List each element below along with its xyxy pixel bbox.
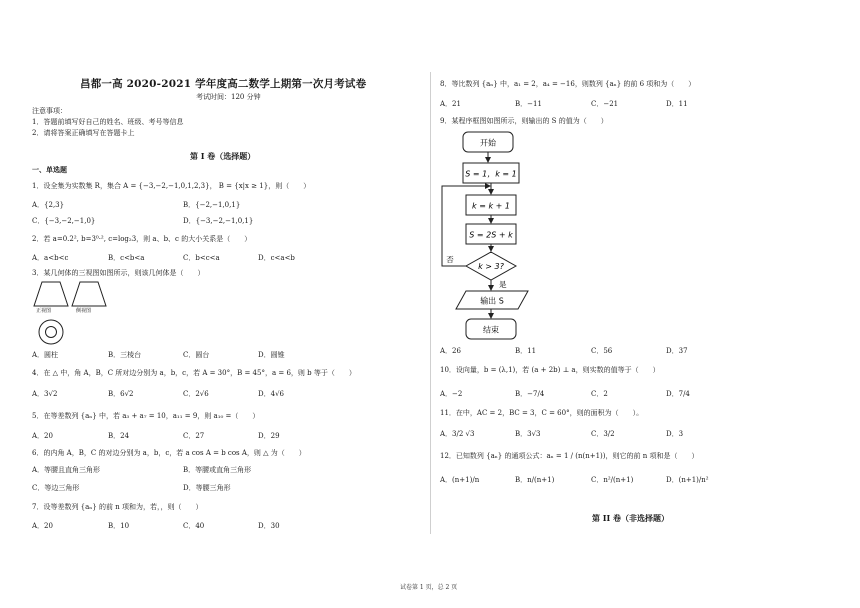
column-divider <box>430 72 431 534</box>
volume-2-heading: 第 II 卷（非选择题） <box>592 513 670 523</box>
q1-option-a: A．{2,3} <box>32 201 65 209</box>
side-view-trapezoid <box>72 282 106 306</box>
q12-option-d: D．(n+1)/n² <box>666 476 709 484</box>
front-view-label: 正视图 <box>36 308 52 314</box>
q1-option-c: C．{−3,−2,−1,0} <box>32 217 96 225</box>
question-11-stem: 11．在中，AC = 2，BC = 3，C = 60°，则的面积为（ ）。 <box>440 409 644 417</box>
question-4-stem: 4．在 △ 中，角 A，B，C 所对边分别为 a，b，c，若 A = 30°，B = 45°，a = 6，则 b 等于（ ） <box>32 369 356 377</box>
q7-option-a: A．20 <box>32 522 53 530</box>
question-2-stem: 2．若 a=0.2², b=3⁰·², c=log₂3，则 a、b、c 的大小关系是（ ） <box>32 235 252 243</box>
q9-option-d: D．37 <box>666 347 688 355</box>
question-10-stem: 10．设向量，b = (λ,1)，若 (a + 2b) ⊥ a，则实数的值等于（ ） <box>440 366 660 374</box>
q3-option-c: C．圆台 <box>183 351 210 359</box>
flow-output-text: 输出 S <box>480 296 504 306</box>
question-3-stem: 3．某几何体的三视图如图所示，则该几何体是（ ） <box>32 269 205 277</box>
flow-init-text: S = 1，k = 1 <box>465 169 517 179</box>
q9-option-a: A．26 <box>440 347 461 355</box>
q7-option-b: B．10 <box>108 522 130 530</box>
side-view-label: 侧视图 <box>76 308 92 314</box>
q10-option-a: A．−2 <box>440 390 463 398</box>
q5-option-d: D．29 <box>258 432 280 440</box>
q10-option-d: D．7/4 <box>666 390 690 398</box>
q4-option-c: C．2√6 <box>183 390 209 398</box>
page-footer: 试卷第 1 页，总 2 页 <box>400 584 458 591</box>
question-12-stem: 12．已知数列 {aₙ} 的通项公式：aₙ = 1 / (n(n+1))，则它的前 n 项和是（ ） <box>440 452 699 460</box>
front-view-trapezoid <box>34 282 68 306</box>
question-5-stem: 5．在等差数列 {aₙ} 中，若 a₃ + a₇ = 10，a₁₁ = 9，则 a₁₀ =（ ） <box>32 412 260 420</box>
q5-option-c: C．27 <box>183 432 205 440</box>
q10-option-b: B．−7/4 <box>515 390 545 398</box>
q8-option-d: D．11 <box>666 100 688 108</box>
flow-decision-text: k > 3? <box>478 262 504 271</box>
q4-option-d: D．4√6 <box>258 390 284 398</box>
q11-option-b: B．3√3 <box>515 430 541 438</box>
q3-option-d: D．圆锥 <box>258 351 285 359</box>
top-view-inner-circle <box>46 327 57 338</box>
top-view-outer-circle <box>39 320 63 344</box>
flow-start-text: 开始 <box>480 138 496 148</box>
q8-option-b: B．−11 <box>515 100 542 108</box>
exam-time: 考试时间：120 分钟 <box>196 93 261 101</box>
q8-option-c: C．−21 <box>591 100 619 108</box>
q12-option-b: B．n/(n+1) <box>515 476 555 484</box>
q6-option-c: C．等边三角形 <box>32 484 80 492</box>
q3-option-b: B．三棱台 <box>108 351 142 359</box>
q9-option-b: B．11 <box>515 347 537 355</box>
note-item: 2．请将答案正确填写在答题卡上 <box>32 129 135 137</box>
flow-end-text: 结束 <box>483 325 499 335</box>
exam-title: 昌都一高 2020-2021 学年度高二数学上期第一次月考试卷 <box>80 78 367 90</box>
question-6-stem: 6．的内角 A，B，C 的对边分别为 a，b，c，若 a cos A = b cos A，则 △ 为（ ） <box>32 449 306 457</box>
q11-option-a: A．3/2 √3 <box>440 430 475 438</box>
volume-1-heading: 第 I 卷（选择题） <box>190 151 256 161</box>
q2-option-d: D．c<a<b <box>258 254 295 262</box>
q6-option-a: A．等腰且直角三角形 <box>32 466 101 474</box>
section-1-heading: 一、单选题 <box>32 165 67 174</box>
q8-option-a: A．21 <box>440 100 461 108</box>
q7-option-d: D．30 <box>258 522 280 530</box>
flow-step2-text: S = 2S + k <box>469 230 513 240</box>
q2-option-a: A．a<b<c <box>32 254 69 262</box>
notes-heading: 注意事项： <box>32 107 67 115</box>
flowchart <box>436 128 546 344</box>
q1-option-b: B．{−2,−1,0,1} <box>183 201 241 209</box>
question-7-stem: 7．设等差数列 {aₙ} 的前 n 项和为，若，，则（ ） <box>32 503 203 511</box>
flow-yes-label: 是 <box>499 280 507 289</box>
q6-option-b: B．等腰或直角三角形 <box>183 466 252 474</box>
q12-option-c: C．n²/(n+1) <box>591 476 634 484</box>
q2-option-c: C．b<c<a <box>183 254 220 262</box>
q12-option-a: A．(n+1)/n <box>440 476 480 484</box>
q1-option-d: D．{−3,−2,−1,0,1} <box>183 217 254 225</box>
q5-option-a: A．20 <box>32 432 53 440</box>
q9-option-c: C．56 <box>591 347 613 355</box>
note-item: 1．答题前填写好自己的姓名、班级、考号等信息 <box>32 118 184 126</box>
question-1-stem: 1．设全集为实数集 R，集合 A = {−3,−2,−1,0,1,2,3}， B = {x|x ≥ 1}，则（ ） <box>32 182 311 190</box>
q6-option-d: D．等腰三角形 <box>183 484 231 492</box>
q11-option-d: D．3 <box>666 430 684 438</box>
q5-option-b: B．24 <box>108 432 130 440</box>
q7-option-c: C．40 <box>183 522 205 530</box>
question-9-stem: 9．某程序框图如图所示，则输出的 S 的值为（ ） <box>440 117 608 125</box>
flow-step1-text: k = k + 1 <box>472 201 510 211</box>
question-8-stem: 8．等比数列 {aₙ} 中，a₁ = 2，a₄ = −16，则数列 {aₙ} 的前 6 项和为（ ） <box>440 80 696 88</box>
q10-option-c: C．2 <box>591 390 608 398</box>
q4-option-a: A．3√2 <box>32 390 58 398</box>
q3-option-a: A．圆柱 <box>32 351 59 359</box>
q11-option-c: C．3/2 <box>591 430 615 438</box>
q2-option-b: B．c<b<a <box>108 254 145 262</box>
flow-no-label: 否 <box>446 255 454 264</box>
q4-option-b: B．6√2 <box>108 390 134 398</box>
